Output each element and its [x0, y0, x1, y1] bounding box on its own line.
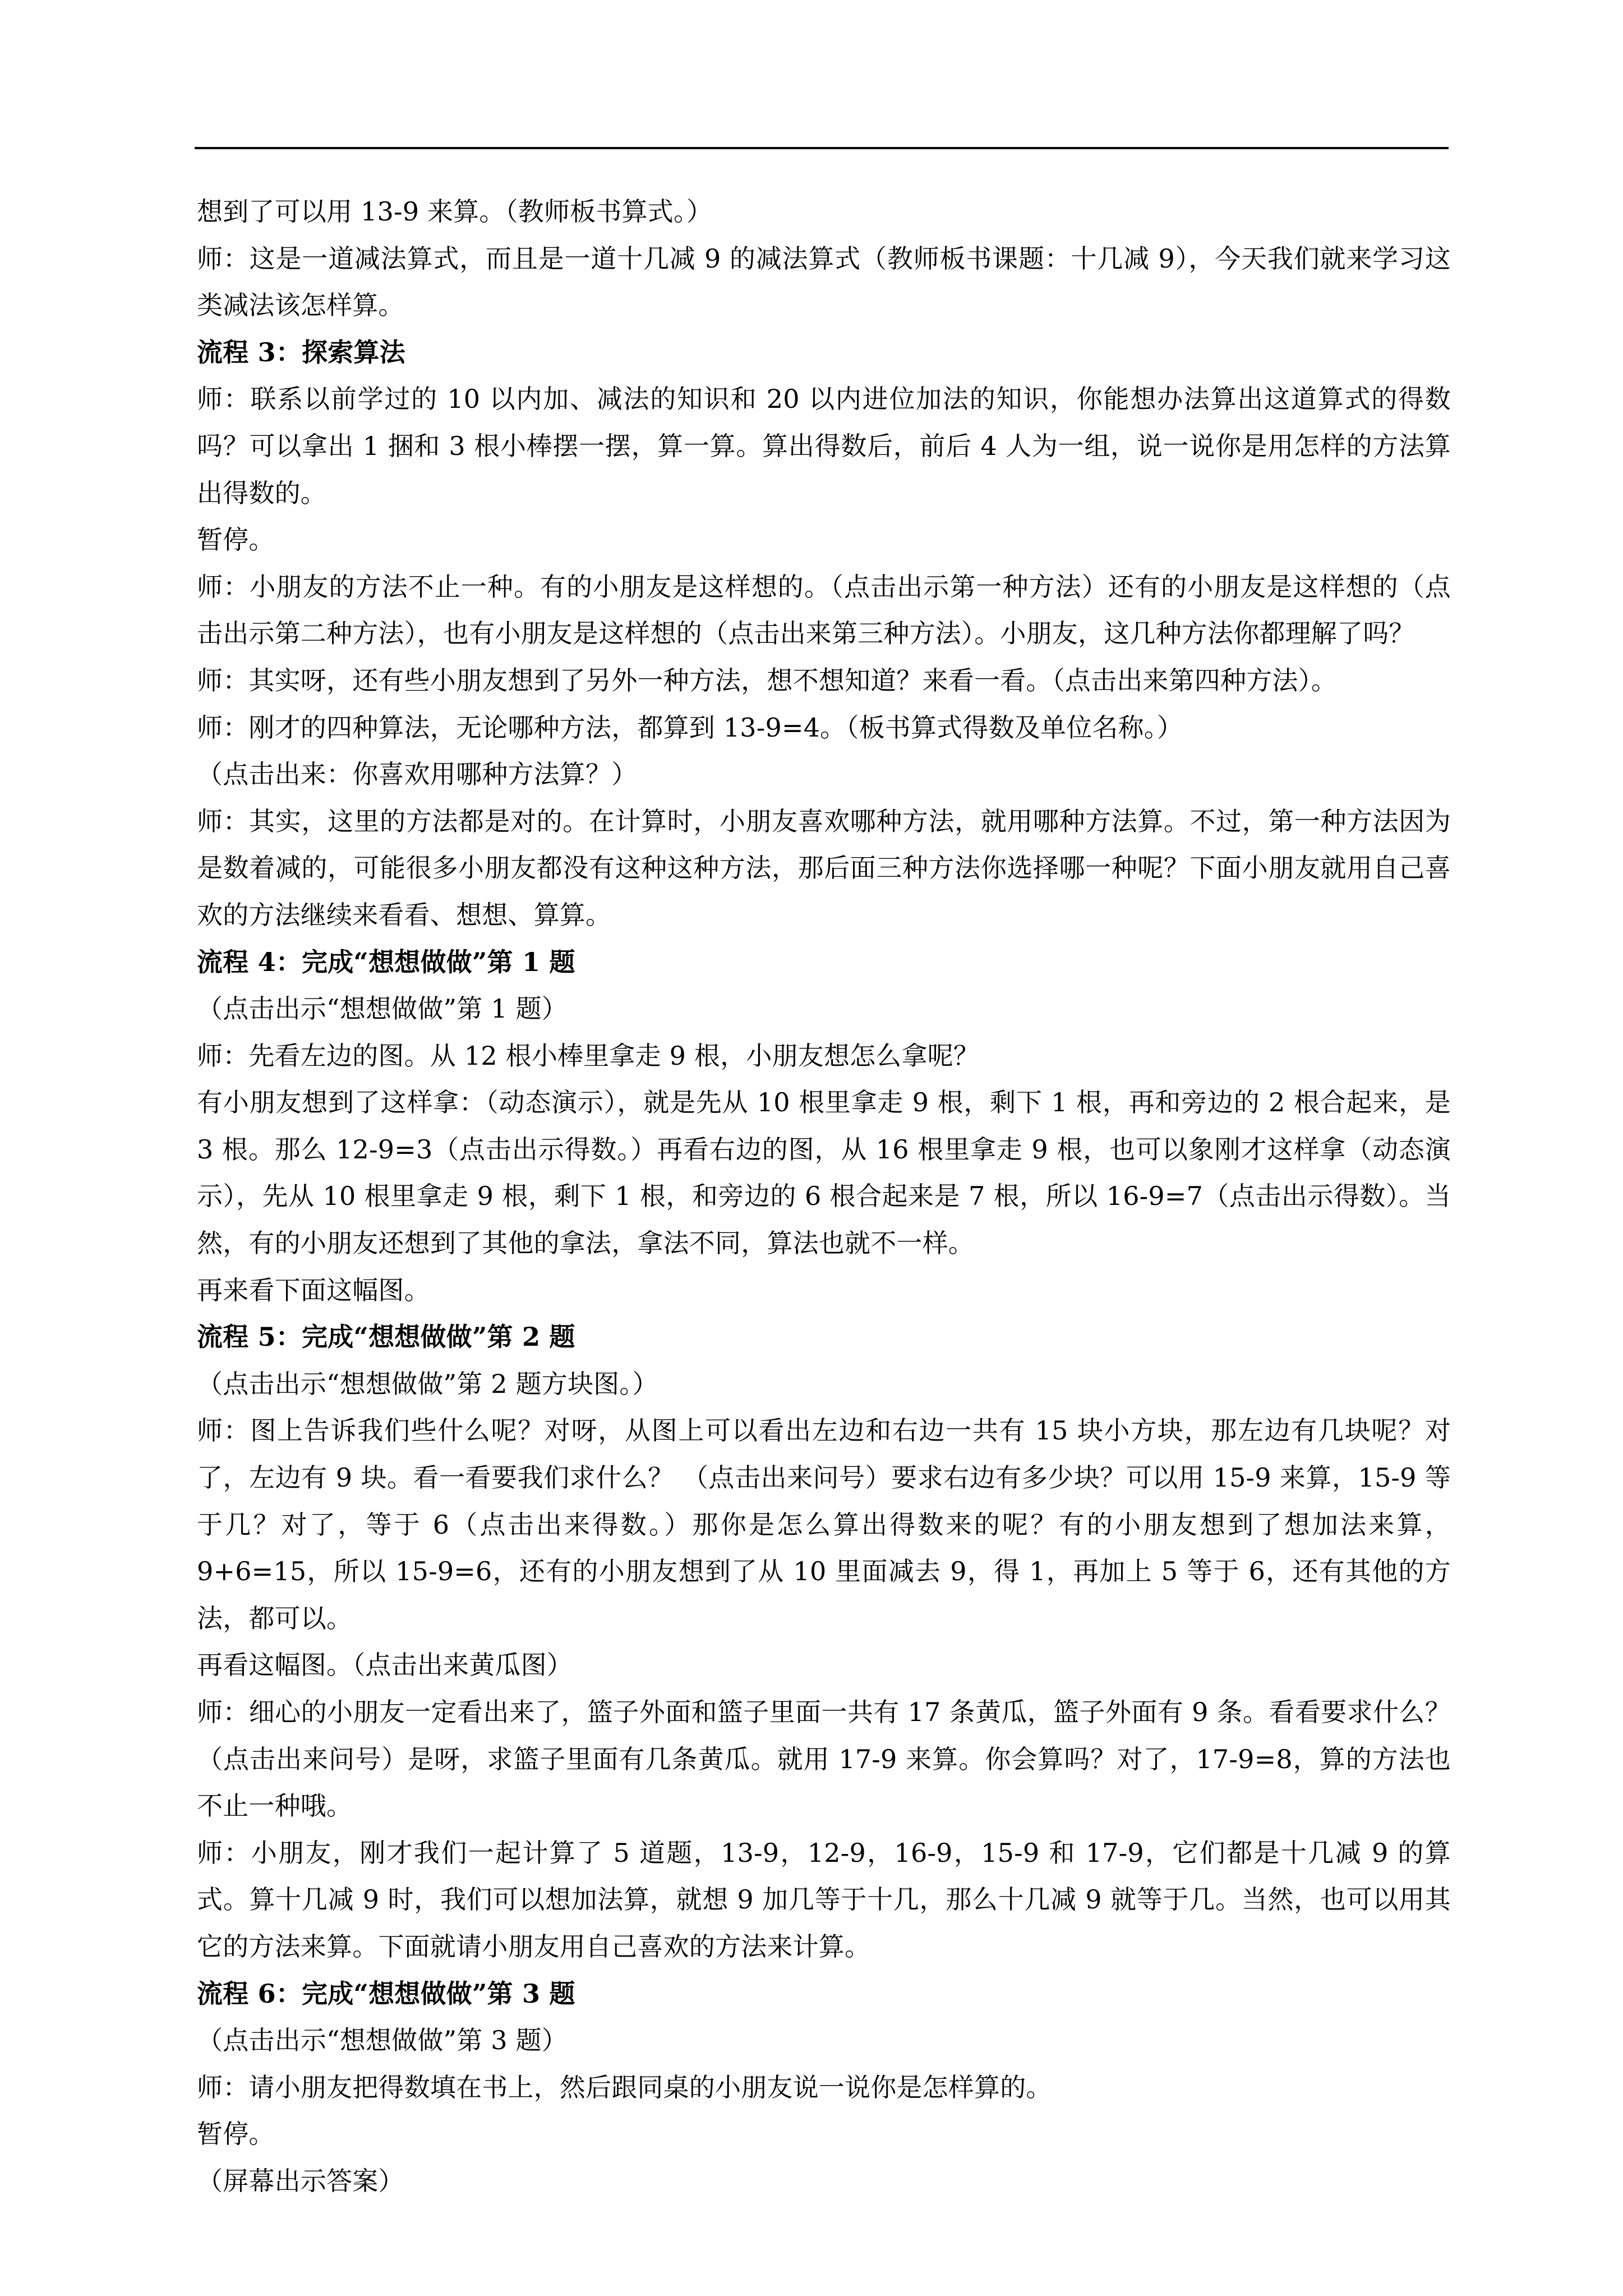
paragraph: （点击出示“想想做做”第 3 题）: [197, 2025, 568, 2056]
paragraph: 师：小朋友的方法不止一种。有的小朋友是这样想的。（点击出示第一种方法）还有的小朋友是这样想的（点击出示第二种方法），也有小朋友是这样想的（点击出来第三种方法）。小朋友，这几种方法你都理解了吗？: [197, 571, 1451, 649]
section-heading: 流程 6：完成“想想做做”第 3 题: [197, 1978, 575, 2009]
paragraph: （点击出示“想想做做”第 1 题）: [197, 993, 568, 1024]
paragraph: 师：先看左边的图。从 12 根小棒里拿走 9 根，小朋友想怎么拿呢？: [197, 1040, 980, 1071]
paragraph: （点击出示“想想做做”第 2 题方块图。）: [197, 1368, 658, 1399]
paragraph: 师：细心的小朋友一定看出来了，篮子外面和篮子里面一共有 17 条黄瓜，篮子外面有 9 条。看看要求什么？ （点击出来问号）是呀，求篮子里面有几条黄瓜。就用 17-9 来算。你会算吗？对了，17-9=8，算的方法也不止一种哦。: [197, 1697, 1503, 1821]
header-rule: [195, 147, 1449, 149]
paragraph: 师：其实，这里的方法都是对的。在计算时，小朋友喜欢哪种方法，就用哪种方法算。不过，第一种方法因为是数着减的，可能很多小朋友都没有这种这种方法，那后面三种方法你选择哪一种呢？下面小朋友就用自己喜欢的方法继续来看看、想想、算算。: [197, 806, 1451, 930]
paragraph: 有小朋友想到了这样拿：（动态演示），就是先从 10 根里拿走 9 根，剩下 1 根，再和旁边的 2 根合起来，是 3 根。那么 12-9=3（点击出示得数。）再看右边的图，从 16 根里拿走 9 根，也可以象刚才这样拿（动态演示），先从 10 根里拿走 9 根，剩下 1 根，和旁边的 6 根合起来是 7 根，所以 16-9=7（点击出示得数）。当然，有的小朋友还想到了其他的拿法，拿法不同，算法也就不一样。: [197, 1087, 1451, 1259]
paragraph: 想到了可以用 13-9 来算。（教师板书算式。）: [197, 196, 713, 227]
section-heading: 流程 4：完成“想想做做”第 1 题: [197, 946, 575, 977]
paragraph: 再来看下面这幅图。: [197, 1274, 430, 1305]
paragraph: 暂停。: [197, 524, 275, 555]
paragraph: 师：请小朋友把得数填在书上，然后跟同桌的小朋友说一说你是怎样算的。: [197, 2072, 1052, 2102]
paragraph: 师：其实呀，还有些小朋友想到了另外一种方法，想不想知道？来看一看。（点击出来第四种方法）。: [197, 665, 1337, 696]
document-body: [197, 188, 1503, 2205]
section-heading: 流程 5：完成“想想做做”第 2 题: [197, 1322, 575, 1352]
paragraph: 师：图上告诉我们些什么呢？对呀，从图上可以看出左边和右边一共有 15 块小方块，那左边有几块呢？对了，左边有 9 块。看一看要我们求什么？ （点击出来问号）要求右边有多少块？可以用 15-9 来算，15-9 等于几？对了，等于 6（点击出来得数。）那你是怎么算出得数来的呢？有的小朋友想到了想加法来算，9+6=15，所以 15-9=6，还有的小朋友想到了从 10 里面减去 9，得 1，再加上 5 等于 6，还有其他的方法，都可以。: [197, 1415, 1451, 1634]
paragraph: 师：刚才的四种算法，无论哪种方法，都算到 13-9=4。（板书算式得数及单位名称。）: [197, 712, 1183, 743]
paragraph: 暂停。: [197, 2119, 275, 2150]
section-heading: 流程 3：探索算法: [197, 337, 405, 367]
paragraph: （点击出来：你喜欢用哪种方法算？）: [197, 759, 638, 790]
paragraph: 再看这幅图。（点击出来黄瓜图）: [197, 1650, 573, 1681]
paragraph: （屏幕出示答案）: [197, 2165, 404, 2196]
paragraph: 师：小朋友，刚才我们一起计算了 5 道题，13-9，12-9，16-9，15-9 和 17-9，它们都是十几减 9 的算式。算十几减 9 时，我们可以想加法算，就想 9 加几等于十几，那么十几减 9 就等于几。当然，也可以用其它的方法来算。下面就请小朋友用自己喜欢的方法来计算。: [197, 1837, 1451, 1962]
paragraph: 师：联系以前学过的 10 以内加、减法的知识和 20 以内进位加法的知识，你能想办法算出这道算式的得数吗？可以拿出 1 捆和 3 根小棒摆一摆，算一算。算出得数后，前后 4 人为一组，说一说你是用怎样的方法算出得数的。: [197, 384, 1451, 508]
paragraph: 师：这是一道减法算式，而且是一道十几减 9 的减法算式（教师板书课题：十几减 9），今天我们就来学习这类减法该怎样算。: [197, 243, 1451, 321]
